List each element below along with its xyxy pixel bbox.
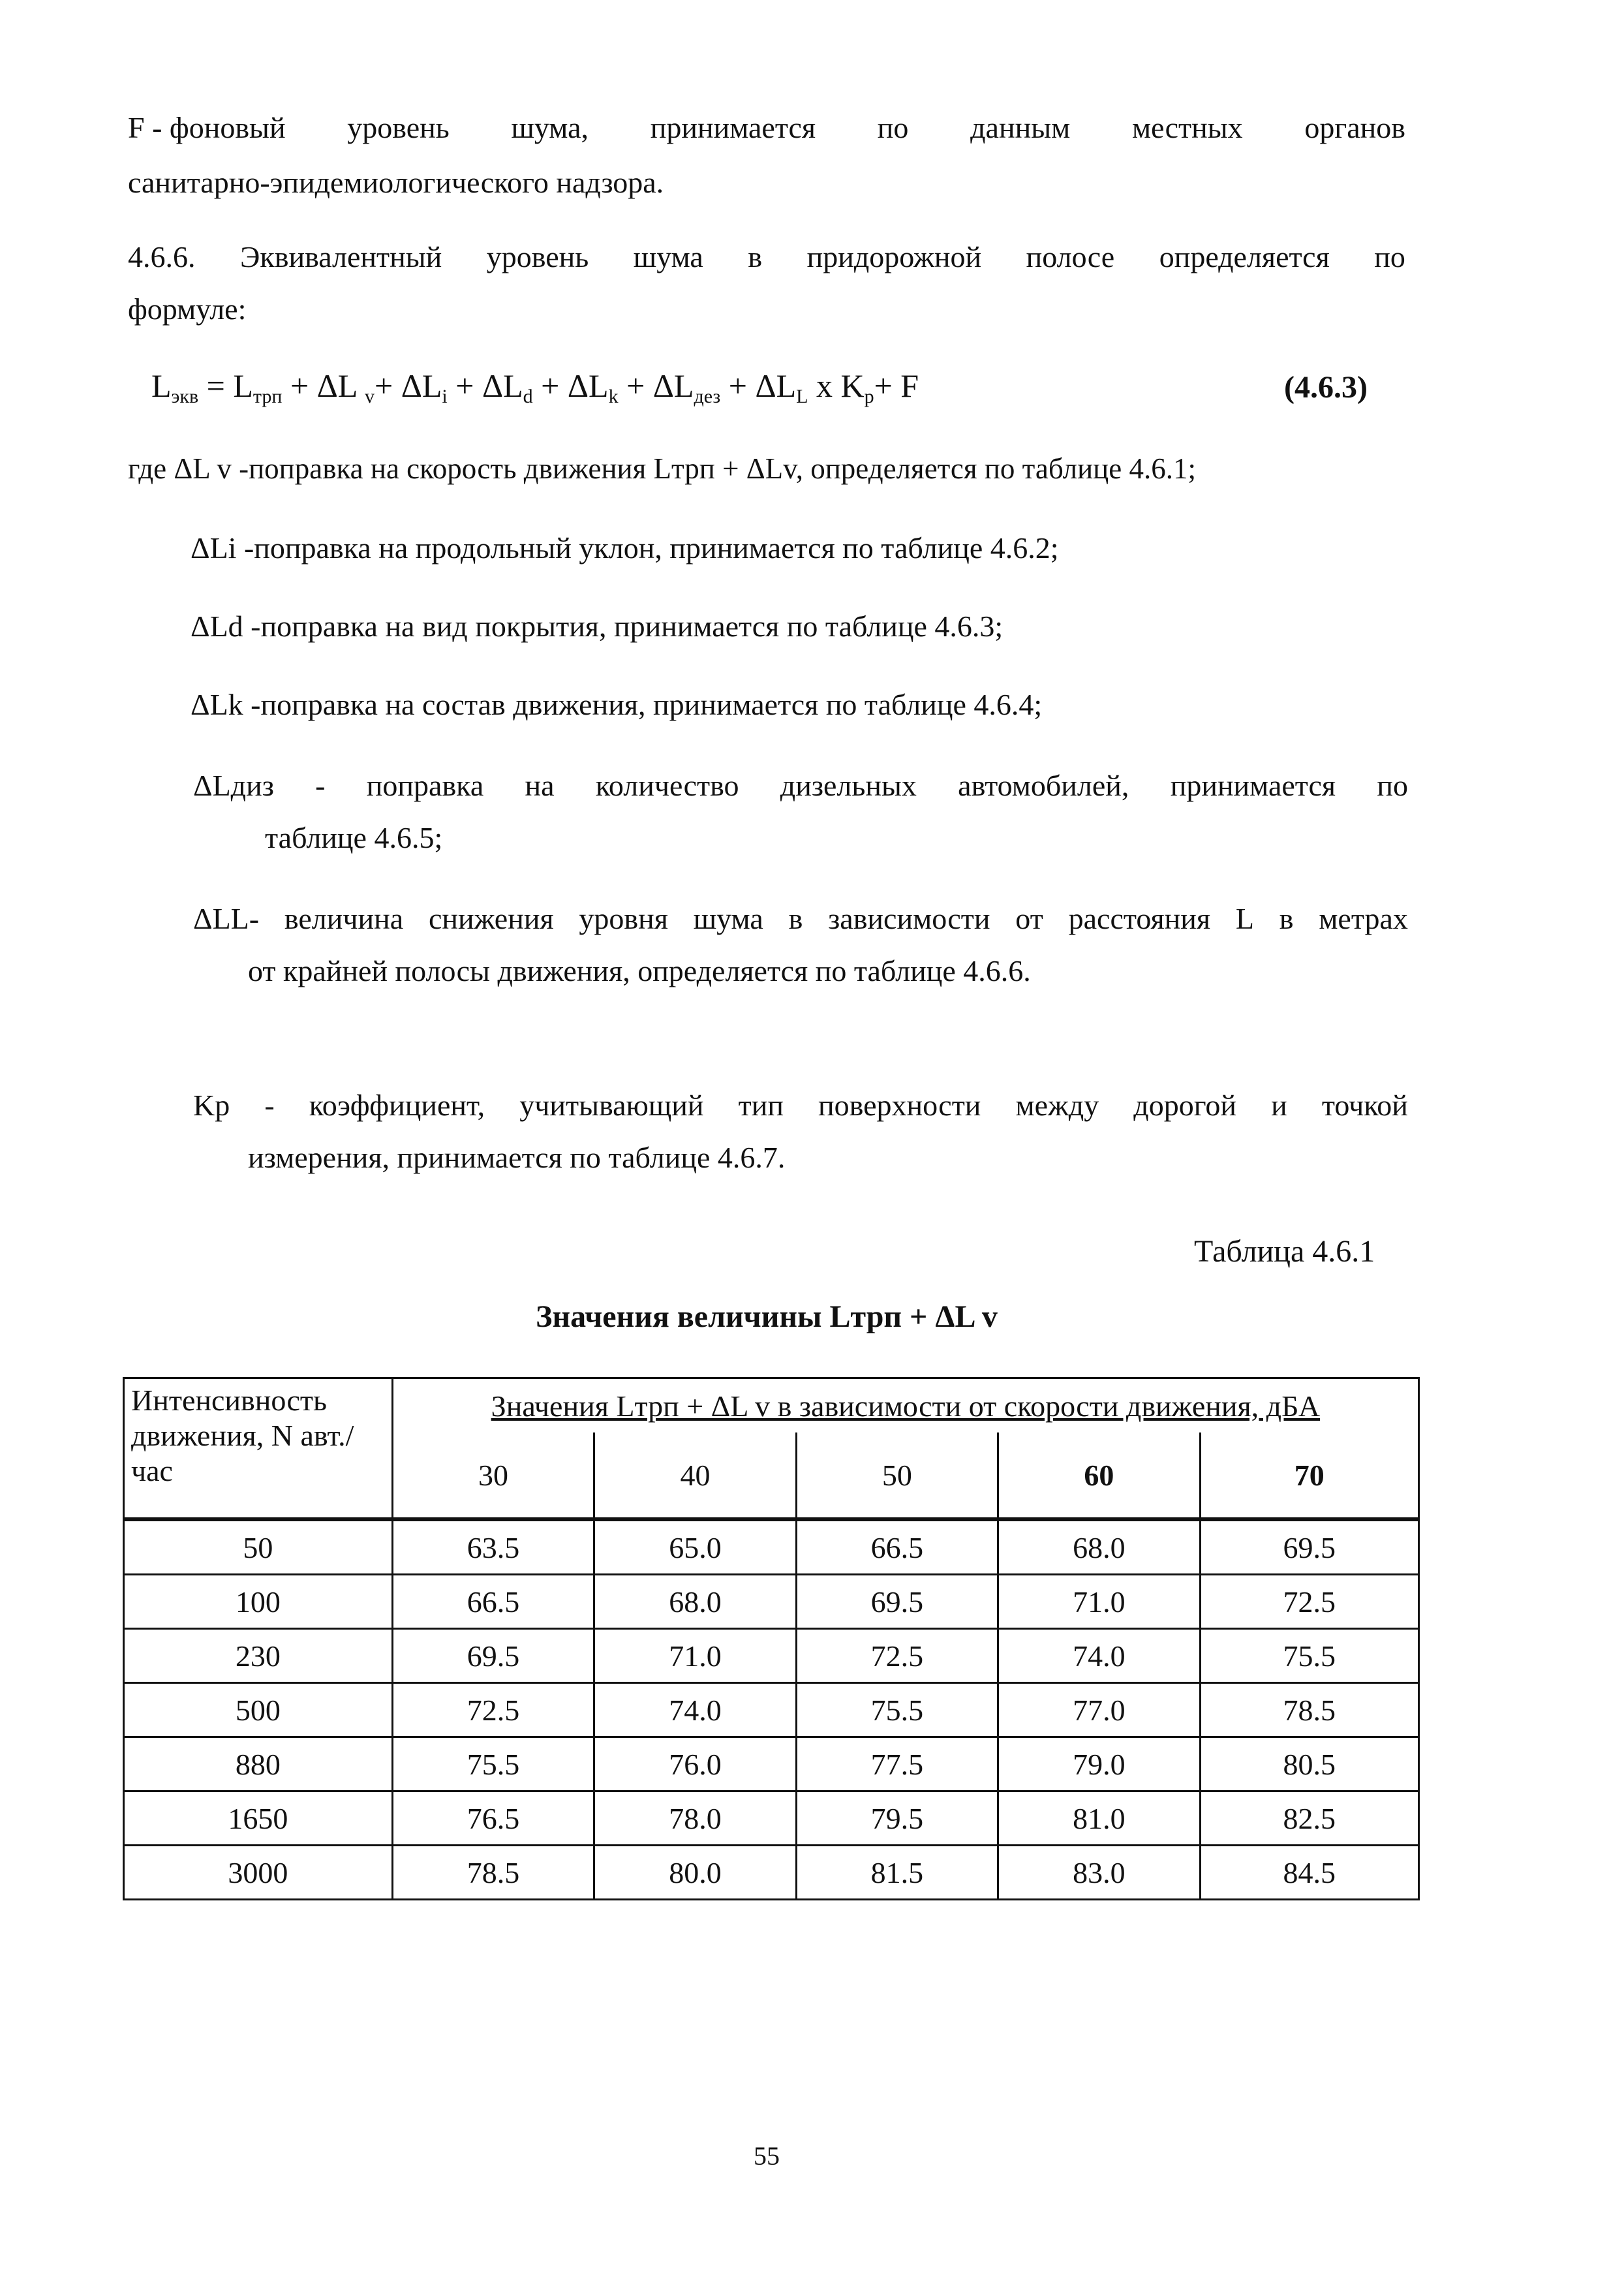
word: коэффициент, [309, 1089, 485, 1122]
value-cell: 69.5 [1200, 1519, 1418, 1575]
value-cell: 83.0 [998, 1846, 1200, 1900]
formula-part: = L [198, 367, 253, 404]
table-title: Значения величины Lтрп + ΔL v [536, 1299, 998, 1334]
word: по [1374, 240, 1405, 273]
word: тип [738, 1089, 784, 1122]
value-cell: 78.5 [392, 1846, 594, 1900]
definition-dldez-line1 [193, 767, 1408, 804]
word: учитывающий [519, 1089, 704, 1122]
speed-50-header: 50 [796, 1432, 998, 1519]
definition-dll-line2: от крайней полосы движения, определяется по таблице 4.6.6. [248, 954, 1031, 987]
word: по [1377, 769, 1408, 802]
formula-sub: L [796, 386, 808, 407]
definition-dli: ΔLi -поправка на продольный уклон, принимается по таблице 4.6.2; [191, 531, 1059, 565]
formula-sub: p [864, 386, 874, 407]
intensity-cell: 100 [124, 1575, 393, 1629]
speed-40-header: 40 [594, 1432, 796, 1519]
equivalent-noise-formula [151, 367, 919, 405]
word: уровня [579, 902, 668, 935]
value-cell: 80.5 [1200, 1737, 1418, 1791]
word: ΔLL- [193, 902, 260, 935]
table-caption: Таблица 4.6.1 [1194, 1234, 1375, 1269]
word: в [788, 902, 803, 935]
value-cell: 74.0 [594, 1683, 796, 1737]
formula-sub: k [608, 386, 619, 407]
speed-correction-table [123, 1377, 1420, 1900]
value-cell: 69.5 [796, 1575, 998, 1629]
value-cell: 74.0 [998, 1629, 1200, 1683]
word: 4.6.6. [128, 240, 196, 273]
value-cell: 77.0 [998, 1683, 1200, 1737]
word: автомобилей, [958, 769, 1129, 802]
formula-part: L [151, 367, 172, 404]
formula-part: + ΔL [618, 367, 694, 404]
formula-part: + F [874, 367, 919, 404]
formula-part: + ΔL [447, 367, 523, 404]
formula-sub: дез [694, 386, 721, 407]
value-cell: 72.5 [392, 1683, 594, 1737]
table-row [124, 1791, 1419, 1846]
table-row [124, 1519, 1419, 1575]
word: от [1015, 902, 1043, 935]
f-definition-line2: санитарно-эпидемиологического надзора. [128, 166, 664, 199]
table-row [124, 1737, 1419, 1791]
word: органов [1304, 111, 1405, 144]
definition-dll-line1 [193, 901, 1408, 937]
value-cell: 71.0 [594, 1629, 796, 1683]
value-cell: 76.5 [392, 1791, 594, 1846]
word: дизельных [780, 769, 917, 802]
word: на [525, 769, 555, 802]
value-cell: 82.5 [1200, 1791, 1418, 1846]
table-row [124, 1575, 1419, 1629]
word: шума, [511, 111, 589, 144]
table-row [124, 1629, 1419, 1683]
value-cell: 79.5 [796, 1791, 998, 1846]
intensity-cell: 230 [124, 1629, 393, 1683]
word: между [1015, 1089, 1099, 1122]
word: местных [1131, 111, 1243, 144]
formula-sub: v [365, 386, 375, 407]
f-definition-line1 [128, 110, 1405, 146]
word: Kp [193, 1089, 230, 1122]
word: принимается [1170, 769, 1336, 802]
value-cell: 75.5 [392, 1737, 594, 1791]
definition-dlk: ΔLk -поправка на состав движения, принимается по таблице 4.6.4; [191, 688, 1043, 721]
value-cell: 66.5 [796, 1519, 998, 1575]
value-cell: 81.0 [998, 1791, 1200, 1846]
value-cell: 75.5 [1200, 1629, 1418, 1683]
word: уровень [486, 240, 589, 273]
value-cell: 78.0 [594, 1791, 796, 1846]
word: шума [693, 902, 763, 935]
value-cell: 63.5 [392, 1519, 594, 1575]
word: шума [633, 240, 703, 273]
formula-part: + ΔL [375, 367, 442, 404]
intensity-cell: 1650 [124, 1791, 393, 1846]
speed-30-header: 30 [392, 1432, 594, 1519]
word: принимается [650, 111, 816, 144]
word: ΔLдиз [193, 769, 274, 802]
value-cell: 77.5 [796, 1737, 998, 1791]
value-cell: 66.5 [392, 1575, 594, 1629]
value-cell: 68.0 [998, 1519, 1200, 1575]
value-cell: 84.5 [1200, 1846, 1418, 1900]
definition-kp-line1 [193, 1087, 1408, 1124]
word: придорожной [806, 240, 982, 273]
formula-sub: экв [171, 386, 199, 407]
intensity-header: Интенсивность движения, N авт./час [124, 1378, 393, 1520]
word: в [748, 240, 763, 273]
section-heading-line1 [128, 239, 1405, 275]
value-cell: 75.5 [796, 1683, 998, 1737]
value-cell: 69.5 [392, 1629, 594, 1683]
word: поправка [366, 769, 484, 802]
value-cell: 68.0 [594, 1575, 796, 1629]
definition-dlv: где ΔL v -поправка на скорость движения Lтрп + ΔLv, определяется по таблице 4.6.1; [128, 452, 1196, 485]
intensity-cell: 880 [124, 1737, 393, 1791]
word: L [1235, 902, 1254, 935]
formula-part: x K [808, 367, 865, 404]
word: полосе [1026, 240, 1115, 273]
formula-number: (4.6.3) [1284, 370, 1368, 405]
intensity-cell: 3000 [124, 1846, 393, 1900]
word: Эквивалентный [240, 240, 442, 273]
intensity-cell: 50 [124, 1519, 393, 1575]
formula-sub: i [442, 386, 448, 407]
word: величина [284, 902, 404, 935]
word: и [1271, 1089, 1287, 1122]
value-cell: 72.5 [796, 1629, 998, 1683]
word: зависимости [828, 902, 990, 935]
word: определяется [1159, 240, 1330, 273]
word: дорогой [1133, 1089, 1237, 1122]
definition-dldez-line2: таблице 4.6.5; [265, 821, 443, 854]
formula-part: + ΔL [532, 367, 609, 404]
table-row [124, 1846, 1419, 1900]
word: - [315, 769, 326, 802]
value-cell: 76.0 [594, 1737, 796, 1791]
word: снижения [428, 902, 554, 935]
word: точкой [1321, 1089, 1408, 1122]
value-cell: 79.0 [998, 1737, 1200, 1791]
speed-group-header: Значения Lтрп + ΔL v в зависимости от скорости движения, дБА [392, 1378, 1418, 1433]
word: поверхности [818, 1089, 981, 1122]
value-cell: 80.0 [594, 1846, 796, 1900]
word: количество [595, 769, 739, 802]
formula-sub: трп [253, 386, 283, 407]
formula-sub: d [523, 386, 533, 407]
word: F - фоновый [128, 111, 286, 144]
value-cell: 71.0 [998, 1575, 1200, 1629]
formula-part: + ΔL [720, 367, 797, 404]
word: метрах [1319, 902, 1408, 935]
value-cell: 78.5 [1200, 1683, 1418, 1737]
table-header-row [124, 1378, 1419, 1433]
word: по [877, 111, 909, 144]
word: расстояния [1068, 902, 1211, 935]
word: - [264, 1089, 275, 1122]
speed-70-header: 70 [1200, 1432, 1418, 1519]
value-cell: 65.0 [594, 1519, 796, 1575]
value-cell: 72.5 [1200, 1575, 1418, 1629]
intensity-cell: 500 [124, 1683, 393, 1737]
word: данным [970, 111, 1071, 144]
word: в [1279, 902, 1294, 935]
section-heading-line2: формуле: [128, 292, 247, 326]
formula-part: + ΔL [282, 367, 365, 404]
definition-kp-line2: измерения, принимается по таблице 4.6.7. [248, 1141, 786, 1174]
value-cell: 81.5 [796, 1846, 998, 1900]
definition-dld: ΔLd -поправка на вид покрытия, принимается по таблице 4.6.3; [191, 610, 1004, 643]
speed-60-header: 60 [998, 1432, 1200, 1519]
table-row [124, 1683, 1419, 1737]
word: уровень [347, 111, 450, 144]
page-number: 55 [754, 2141, 780, 2171]
